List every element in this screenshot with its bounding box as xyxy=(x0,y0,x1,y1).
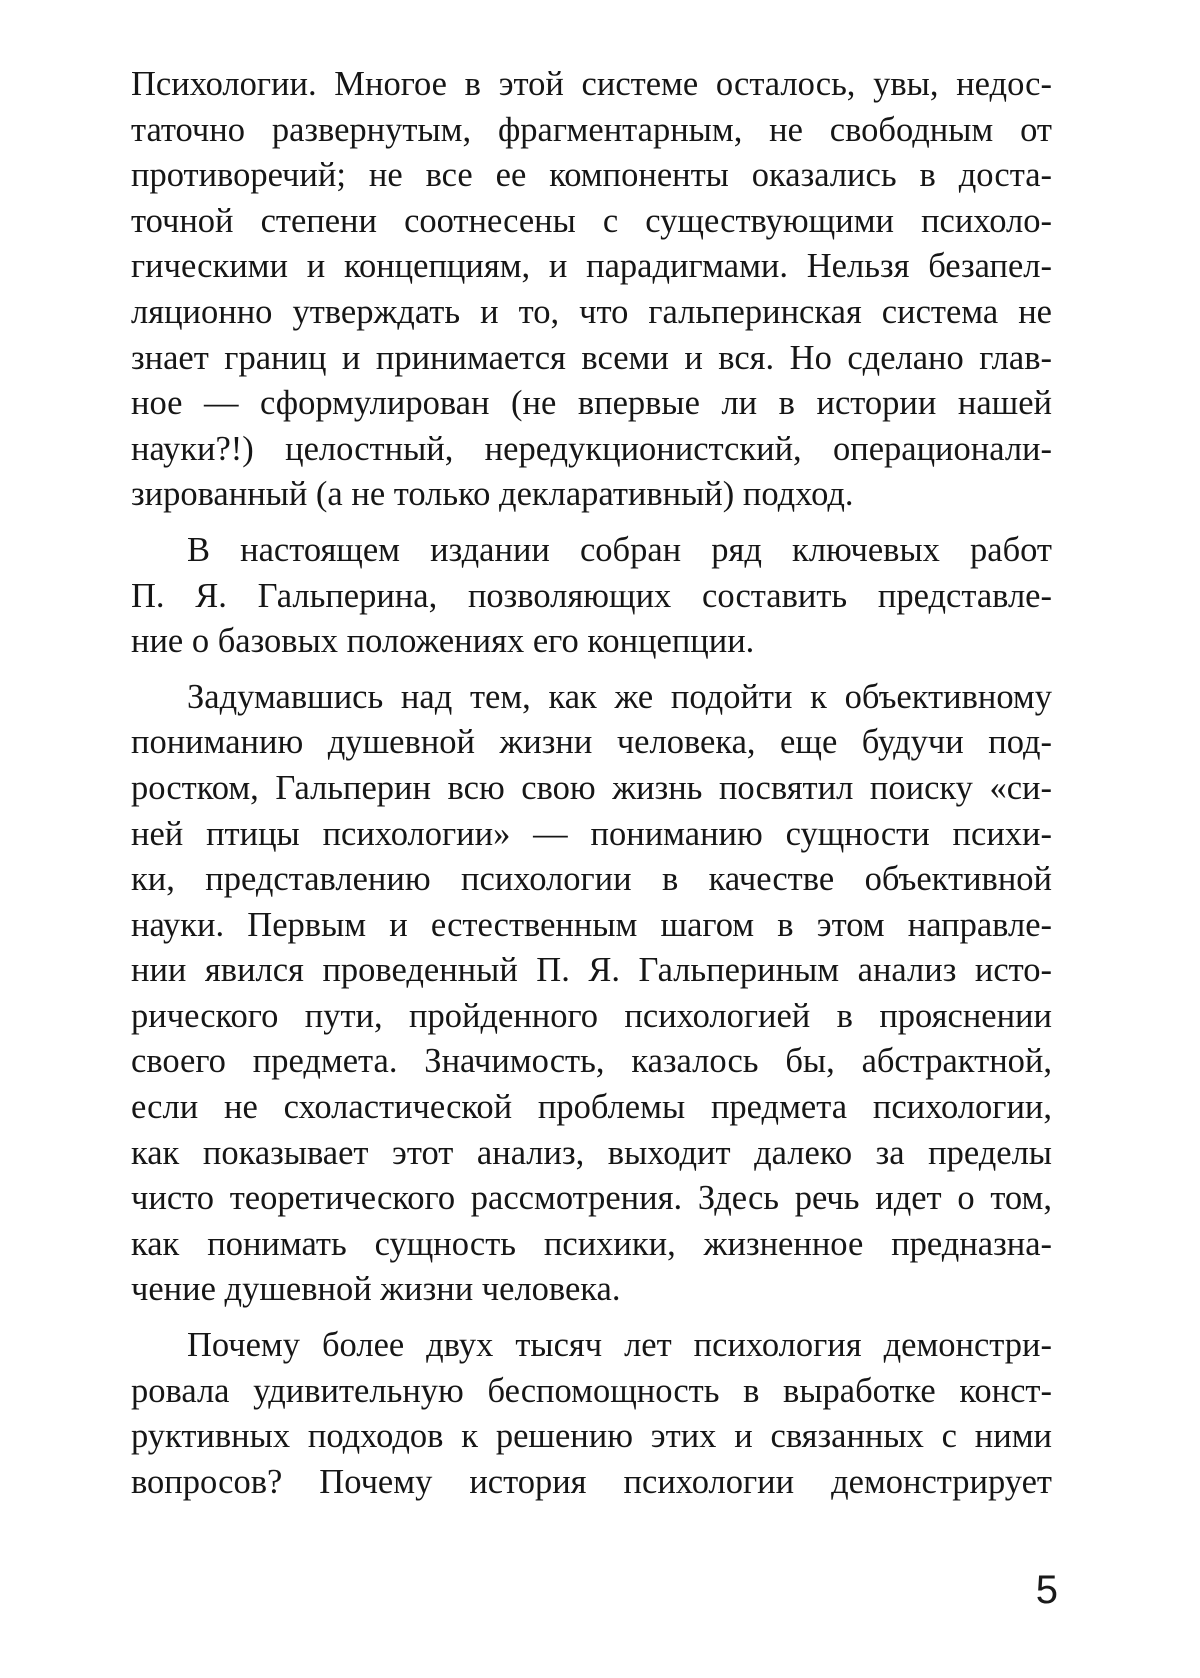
text-line: ки, представлению психологии в качестве объективной xyxy=(131,860,1052,899)
text-line: своего предмета. Значимость, казалось бы, абстрактной, xyxy=(131,1042,1052,1081)
text-line: как показывает этот анализ, выходит далеко за пределы xyxy=(131,1133,1052,1172)
page-number: 5 xyxy=(1035,1568,1058,1612)
text-line: гическими и концепциям, и парадигмами. Нельзя безапел- xyxy=(131,247,1052,286)
text-line: зированный (а не только декларативный) подход. xyxy=(131,475,854,514)
body-text xyxy=(131,62,1052,1515)
paragraph-3 xyxy=(131,675,1052,1313)
text-line: таточно развернутым, фрагментарным, не свободным от xyxy=(131,110,1052,149)
text-line: знает границ и принимается всеми и вся. Но сделано глав- xyxy=(131,338,1052,377)
text-line: Почему более двух тысяч лет психология демонстри- xyxy=(187,1326,1052,1365)
text-line: ровала удивительную беспомощность в выработке конст- xyxy=(131,1371,1052,1410)
paragraph-1 xyxy=(131,62,1052,518)
text-line: В настоящем издании собран ряд ключевых работ xyxy=(187,530,1052,569)
text-line: П. Я. Гальперина, позволяющих составить представле- xyxy=(131,576,1052,615)
text-line: рического пути, пройденного психологией в прояснении xyxy=(131,996,1052,1035)
text-line: нии явился проведенный П. Я. Гальпериным анализ исто- xyxy=(131,951,1052,990)
text-line: точной степени соотнесены с существующими психоло- xyxy=(131,201,1052,240)
text-line: ное — сформулирован (не впервые ли в истории нашей xyxy=(131,384,1052,423)
text-line: противоречий; не все ее компоненты оказались в доста- xyxy=(131,156,1052,195)
text-line: ляционно утверждать и то, что гальперинская система не xyxy=(131,292,1052,331)
text-line: ростком, Гальперин всю свою жизнь посвятил поиску «си- xyxy=(131,768,1052,807)
text-line: чение душевной жизни человека. xyxy=(131,1270,621,1309)
text-line: как понимать сущность психики, жизненное предназна- xyxy=(131,1224,1052,1263)
paragraph-4 xyxy=(131,1323,1052,1505)
text-line: ней птицы психологии» — пониманию сущности психи- xyxy=(131,814,1052,853)
text-line: пониманию душевной жизни человека, еще будучи под- xyxy=(131,723,1052,762)
text-line: науки?!) целостный, нередукционистский, операционали- xyxy=(131,429,1052,468)
text-line: Психологии. Многое в этой системе осталось, увы, недос- xyxy=(131,65,1052,103)
text-line: если не схоластической проблемы предмета психологии, xyxy=(131,1088,1052,1127)
text-line: науки. Первым и естественным шагом в этом направле- xyxy=(131,905,1052,944)
text-line: чисто теоретического рассмотрения. Здесь речь идет о том, xyxy=(131,1179,1052,1218)
text-line: руктивных подходов к решению этих и связанных с ними xyxy=(131,1417,1052,1456)
text-line: вопросов? Почему история психологии демонстрирует xyxy=(131,1462,1052,1501)
text-line: Задумавшись над тем, как же подойти к объективному xyxy=(187,677,1052,716)
text-line: ние о базовых положениях его концепции. xyxy=(131,622,755,661)
paragraph-2 xyxy=(131,528,1052,665)
